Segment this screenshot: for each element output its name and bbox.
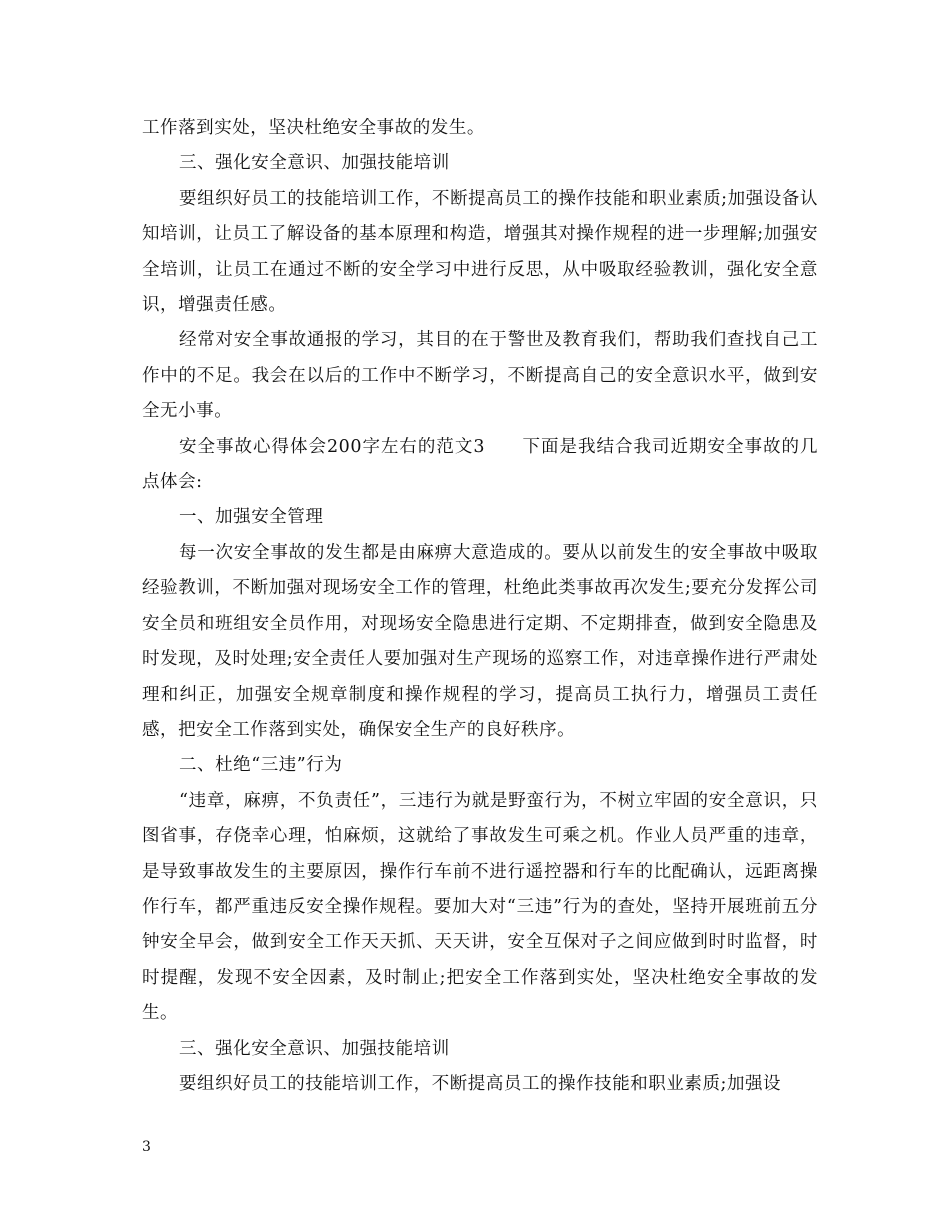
page-number: 3 — [142, 1139, 151, 1155]
paragraph-management: 每一次安全事故的发生都是由麻痹大意造成的。要从以前发生的安全事故中吸取经验教训，不断加强对现场安全工作的管理，杜绝此类事故再次发生;要充分发挥公司安全员和班组安全员作用，对现场安全隐患进行定期、不定期排查，做到安全隐患及时发现，及时处理;安全责任人要加强对生产现场的巡察工作，对违章操作进行严肃处理和纠正，加强安全规章制度和操作规程的学习，提高员工执行力，增强员工责任感，把安全工作落到实处，确保安全生产的良好秩序。 — [142, 542, 818, 740]
section-heading-2: 二、杜绝“三违”行为 — [179, 755, 343, 776]
paragraph-learning: 经常对安全事故通报的学习，其目的在于警世及教育我们，帮助我们查找自己工作中的不足。我会在以后的工作中不断学习，不断提高自己的安全意识水平，做到安全无小事。 — [142, 330, 818, 422]
paragraph-training: 要组织好员工的技能培训工作，不断提高员工的操作技能和职业素质;加强设备认知培训，让员工了解设备的基本原理和构造，增强其对操作规程的进一步理解;加强安全培训，让员工在通过不断的安全学习中进行反思，从中吸取经验教训，强化安全意识，增强责任感。 — [142, 188, 818, 316]
section-heading-3: 三、强化安全意识、加强技能培训 — [179, 153, 450, 174]
section-heading-3-repeat: 三、强化安全意识、加强技能培训 — [179, 1038, 450, 1059]
sample-essay-title: 安全事故心得体会200字左右的范文3 下面是我结合我司近期安全事故的几点体会: — [142, 436, 818, 493]
paragraph-training-start: 要组织好员工的技能培训工作，不断提高员工的操作技能和职业素质;加强设 — [179, 1073, 782, 1094]
paragraph-continuation: 工作落到实处，坚决杜绝安全事故的发生。 — [142, 118, 485, 138]
document-body — [142, 111, 818, 1102]
paragraph-three-violations: “违章，麻痹，不负责任”，三违行为就是野蛮行为，不树立牢固的安全意识，只图省事，存侥幸心理，怕麻烦，这就给了事故发生可乘之机。作业人员严重的违章，是导致事故发生的主要原因，操作行车前不进行遥控器和行车的比配确认，远距离操作行车，都严重违反安全操作规程。要加大对“三违”行为的查处，坚持开展班前五分钟安全早会，做到安全工作天天抓、天天讲，安全互保对子之间应做到时时监督，时时提醒，发现不安全因素，及时制止;把安全工作落到实处，坚决杜绝安全事故的发生。 — [142, 790, 818, 1024]
section-heading-1: 一、加强安全管理 — [179, 507, 324, 528]
